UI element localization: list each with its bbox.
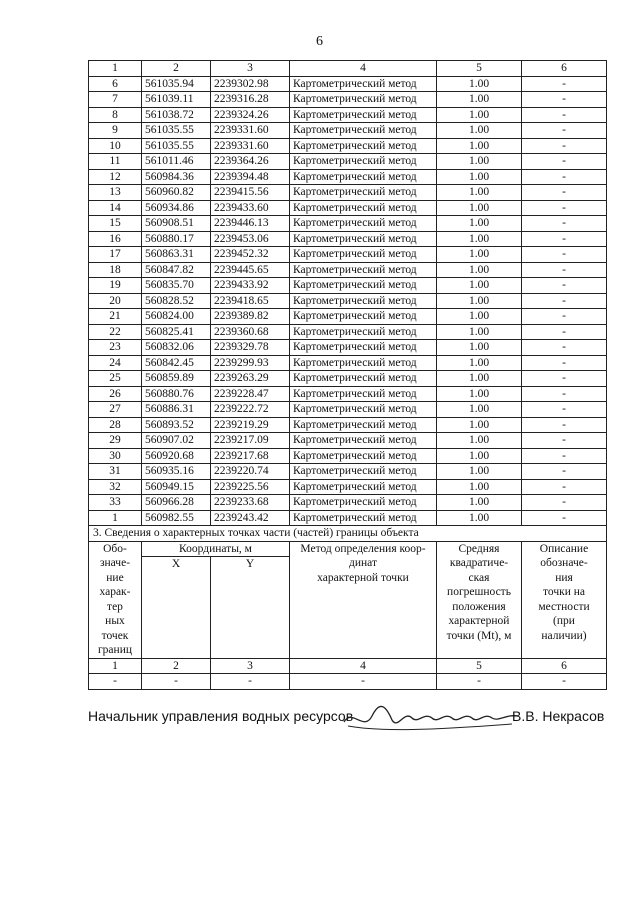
- table-row: [89, 262, 607, 278]
- header-x: X: [142, 557, 211, 658]
- description-cell: -: [522, 479, 607, 495]
- method-cell: Картометрический метод: [290, 138, 437, 154]
- point-number: 1: [89, 510, 142, 526]
- description-cell: -: [522, 231, 607, 247]
- table-row: [89, 495, 607, 511]
- description-cell: -: [522, 185, 607, 201]
- description-cell: -: [522, 417, 607, 433]
- coord-x: 560982.55: [142, 510, 211, 526]
- accuracy-cell: 1.00: [437, 340, 522, 356]
- header-method: Метод определения коор- динат характерной точки: [290, 541, 437, 658]
- signatory-name: В.В. Некрасов: [512, 708, 605, 724]
- method-cell: Картометрический метод: [290, 495, 437, 511]
- table-row: [89, 216, 607, 232]
- table-row: [89, 154, 607, 170]
- table-row: [89, 123, 607, 139]
- coord-y: 2239225.56: [211, 479, 290, 495]
- method-cell: Картометрический метод: [290, 386, 437, 402]
- method-cell: Картометрический метод: [290, 185, 437, 201]
- description-cell: -: [522, 448, 607, 464]
- method-cell: Картометрический метод: [290, 293, 437, 309]
- coord-x: 561035.55: [142, 138, 211, 154]
- coord-y: 2239219.29: [211, 417, 290, 433]
- accuracy-cell: 1.00: [437, 464, 522, 480]
- table-row: [89, 386, 607, 402]
- accuracy-cell: 1.00: [437, 479, 522, 495]
- description-cell: -: [522, 386, 607, 402]
- section3-empty-cell: -: [142, 674, 211, 690]
- method-cell: Картометрический метод: [290, 216, 437, 232]
- point-number: 24: [89, 355, 142, 371]
- method-cell: Картометрический метод: [290, 340, 437, 356]
- table-row: [89, 185, 607, 201]
- section3-colnum: 4: [290, 658, 437, 674]
- coord-y: 2239220.74: [211, 464, 290, 480]
- accuracy-cell: 1.00: [437, 371, 522, 387]
- description-cell: -: [522, 371, 607, 387]
- method-cell: Картометрический метод: [290, 417, 437, 433]
- colnum-1: 1: [89, 61, 142, 77]
- coord-y: 2239452.32: [211, 247, 290, 263]
- coord-x: 560880.17: [142, 231, 211, 247]
- accuracy-cell: 1.00: [437, 76, 522, 92]
- coord-y: 2239302.98: [211, 76, 290, 92]
- section3-number-row: [89, 658, 607, 674]
- coord-x: 560920.68: [142, 448, 211, 464]
- method-cell: Картометрический метод: [290, 169, 437, 185]
- coord-x: 560824.00: [142, 309, 211, 325]
- coord-y: 2239299.93: [211, 355, 290, 371]
- method-cell: Картометрический метод: [290, 92, 437, 108]
- description-cell: -: [522, 107, 607, 123]
- section3-empty-cell: -: [290, 674, 437, 690]
- coord-y: 2239316.28: [211, 92, 290, 108]
- method-cell: Картометрический метод: [290, 123, 437, 139]
- method-cell: Картометрический метод: [290, 200, 437, 216]
- section3-colnum: 2: [142, 658, 211, 674]
- coord-x: 560960.82: [142, 185, 211, 201]
- accuracy-cell: 1.00: [437, 355, 522, 371]
- description-cell: -: [522, 262, 607, 278]
- header-coordinates: Координаты, м: [142, 541, 290, 557]
- section3-empty-cell: -: [437, 674, 522, 690]
- coord-y: 2239217.68: [211, 448, 290, 464]
- description-cell: -: [522, 402, 607, 418]
- coord-y: 2239233.68: [211, 495, 290, 511]
- table-row: [89, 510, 607, 526]
- point-number: 6: [89, 76, 142, 92]
- coord-x: 560966.28: [142, 495, 211, 511]
- coord-x: 561035.94: [142, 76, 211, 92]
- description-cell: -: [522, 247, 607, 263]
- method-cell: Картометрический метод: [290, 278, 437, 294]
- table-row: [89, 200, 607, 216]
- coord-x: 560859.89: [142, 371, 211, 387]
- section3-title-row: [89, 526, 607, 542]
- method-cell: Картометрический метод: [290, 76, 437, 92]
- section3-empty-cell: -: [522, 674, 607, 690]
- point-number: 22: [89, 324, 142, 340]
- colnum-3: 3: [211, 61, 290, 77]
- method-cell: Картометрический метод: [290, 448, 437, 464]
- method-cell: Картометрический метод: [290, 479, 437, 495]
- colnum-5: 5: [437, 61, 522, 77]
- method-cell: Картометрический метод: [290, 464, 437, 480]
- section3-empty-cell: -: [89, 674, 142, 690]
- description-cell: -: [522, 495, 607, 511]
- coord-x: 560835.70: [142, 278, 211, 294]
- description-cell: -: [522, 355, 607, 371]
- coord-x: 561038.72: [142, 107, 211, 123]
- method-cell: Картометрический метод: [290, 231, 437, 247]
- point-number: 9: [89, 123, 142, 139]
- coord-y: 2239228.47: [211, 386, 290, 402]
- accuracy-cell: 1.00: [437, 200, 522, 216]
- table-row: [89, 231, 607, 247]
- section3-colnum: 6: [522, 658, 607, 674]
- method-cell: Картометрический метод: [290, 324, 437, 340]
- coord-y: 2239394.48: [211, 169, 290, 185]
- table-row: [89, 138, 607, 154]
- accuracy-cell: 1.00: [437, 92, 522, 108]
- coord-y: 2239331.60: [211, 138, 290, 154]
- point-number: 19: [89, 278, 142, 294]
- method-cell: Картометрический метод: [290, 247, 437, 263]
- section3-header-row: [89, 541, 607, 557]
- point-number: 7: [89, 92, 142, 108]
- description-cell: -: [522, 200, 607, 216]
- description-cell: -: [522, 293, 607, 309]
- accuracy-cell: 1.00: [437, 154, 522, 170]
- accuracy-cell: 1.00: [437, 309, 522, 325]
- coord-y: 2239389.82: [211, 309, 290, 325]
- description-cell: -: [522, 76, 607, 92]
- coord-y: 2239360.68: [211, 324, 290, 340]
- point-number: 18: [89, 262, 142, 278]
- point-number: 10: [89, 138, 142, 154]
- point-number: 29: [89, 433, 142, 449]
- section3-colnum: 5: [437, 658, 522, 674]
- header-description: Описание обозначе- ния точки на местности (при наличии): [522, 541, 607, 658]
- table-row: [89, 402, 607, 418]
- method-cell: Картометрический метод: [290, 355, 437, 371]
- coord-x: 560984.36: [142, 169, 211, 185]
- accuracy-cell: 1.00: [437, 386, 522, 402]
- point-number: 21: [89, 309, 142, 325]
- coord-x: 560934.86: [142, 200, 211, 216]
- method-cell: Картометрический метод: [290, 371, 437, 387]
- description-cell: -: [522, 340, 607, 356]
- table-row: [89, 76, 607, 92]
- table-row: [89, 417, 607, 433]
- coord-x: 560828.52: [142, 293, 211, 309]
- accuracy-cell: 1.00: [437, 278, 522, 294]
- coord-y: 2239446.13: [211, 216, 290, 232]
- coord-y: 2239263.29: [211, 371, 290, 387]
- accuracy-cell: 1.00: [437, 510, 522, 526]
- point-number: 23: [89, 340, 142, 356]
- point-number: 26: [89, 386, 142, 402]
- coord-x: 560907.02: [142, 433, 211, 449]
- coord-x: 560842.45: [142, 355, 211, 371]
- coord-y: 2239453.06: [211, 231, 290, 247]
- description-cell: -: [522, 169, 607, 185]
- accuracy-cell: 1.00: [437, 433, 522, 449]
- accuracy-cell: 1.00: [437, 402, 522, 418]
- description-cell: -: [522, 433, 607, 449]
- accuracy-cell: 1.00: [437, 417, 522, 433]
- accuracy-cell: 1.00: [437, 123, 522, 139]
- point-number: 8: [89, 107, 142, 123]
- coord-x: 560847.82: [142, 262, 211, 278]
- table-row: [89, 479, 607, 495]
- description-cell: -: [522, 92, 607, 108]
- method-cell: Картометрический метод: [290, 433, 437, 449]
- coord-y: 2239329.78: [211, 340, 290, 356]
- coord-y: 2239415.56: [211, 185, 290, 201]
- coord-x: 560893.52: [142, 417, 211, 433]
- method-cell: Картометрический метод: [290, 309, 437, 325]
- point-number: 13: [89, 185, 142, 201]
- description-cell: -: [522, 510, 607, 526]
- point-number: 28: [89, 417, 142, 433]
- description-cell: -: [522, 123, 607, 139]
- coord-y: 2239364.26: [211, 154, 290, 170]
- coordinates-table: [88, 60, 607, 690]
- section3-title: 3. Сведения о характерных точках части (частей) границы объекта: [89, 526, 607, 542]
- accuracy-cell: 1.00: [437, 448, 522, 464]
- accuracy-cell: 1.00: [437, 185, 522, 201]
- accuracy-cell: 1.00: [437, 293, 522, 309]
- table-row: [89, 169, 607, 185]
- coord-y: 2239243.42: [211, 510, 290, 526]
- point-number: 33: [89, 495, 142, 511]
- table-row: [89, 464, 607, 480]
- method-cell: Картометрический метод: [290, 262, 437, 278]
- method-cell: Картометрический метод: [290, 402, 437, 418]
- accuracy-cell: 1.00: [437, 262, 522, 278]
- point-number: 30: [89, 448, 142, 464]
- header-y: Y: [211, 557, 290, 658]
- accuracy-cell: 1.00: [437, 138, 522, 154]
- table-row: [89, 324, 607, 340]
- table-row: [89, 340, 607, 356]
- coord-y: 2239217.09: [211, 433, 290, 449]
- colnum-2: 2: [142, 61, 211, 77]
- coord-x: 560825.41: [142, 324, 211, 340]
- accuracy-cell: 1.00: [437, 324, 522, 340]
- coord-x: 560949.15: [142, 479, 211, 495]
- coord-x: 560935.16: [142, 464, 211, 480]
- header-accuracy: Средняя квадратиче- ская погрешность положения характерной точки (Mt), м: [437, 541, 522, 658]
- section3-colnum: 3: [211, 658, 290, 674]
- section3-empty-row: [89, 674, 607, 690]
- table-row: [89, 309, 607, 325]
- column-number-row: [89, 61, 607, 77]
- description-cell: -: [522, 154, 607, 170]
- description-cell: -: [522, 309, 607, 325]
- table-row: [89, 433, 607, 449]
- section3-colnum: 1: [89, 658, 142, 674]
- table-row: [89, 448, 607, 464]
- coord-x: 560880.76: [142, 386, 211, 402]
- page-number: 6: [316, 34, 323, 49]
- coord-y: 2239433.60: [211, 200, 290, 216]
- coord-x: 561035.55: [142, 123, 211, 139]
- description-cell: -: [522, 324, 607, 340]
- description-cell: -: [522, 138, 607, 154]
- description-cell: -: [522, 216, 607, 232]
- accuracy-cell: 1.00: [437, 247, 522, 263]
- table-row: [89, 371, 607, 387]
- point-number: 16: [89, 231, 142, 247]
- accuracy-cell: 1.00: [437, 107, 522, 123]
- colnum-6: 6: [522, 61, 607, 77]
- point-number: 25: [89, 371, 142, 387]
- section3-empty-cell: -: [211, 674, 290, 690]
- description-cell: -: [522, 278, 607, 294]
- point-number: 31: [89, 464, 142, 480]
- table-row: [89, 247, 607, 263]
- point-number: 32: [89, 479, 142, 495]
- point-number: 15: [89, 216, 142, 232]
- description-cell: -: [522, 464, 607, 480]
- accuracy-cell: 1.00: [437, 169, 522, 185]
- coord-x: 561039.11: [142, 92, 211, 108]
- point-number: 12: [89, 169, 142, 185]
- header-designation: Обо- значе- ние харак- тер ных точек границ: [89, 541, 142, 658]
- method-cell: Картометрический метод: [290, 154, 437, 170]
- coord-x: 560832.06: [142, 340, 211, 356]
- point-number: 11: [89, 154, 142, 170]
- coord-x: 560863.31: [142, 247, 211, 263]
- coord-y: 2239324.26: [211, 107, 290, 123]
- table-row: [89, 355, 607, 371]
- method-cell: Картометрический метод: [290, 107, 437, 123]
- coord-y: 2239433.92: [211, 278, 290, 294]
- point-number: 17: [89, 247, 142, 263]
- method-cell: Картометрический метод: [290, 510, 437, 526]
- coord-y: 2239331.60: [211, 123, 290, 139]
- point-number: 27: [89, 402, 142, 418]
- coord-y: 2239445.65: [211, 262, 290, 278]
- point-number: 20: [89, 293, 142, 309]
- table-row: [89, 92, 607, 108]
- accuracy-cell: 1.00: [437, 231, 522, 247]
- table-row: [89, 293, 607, 309]
- signatory-position: Начальник управления водных ресурсов: [88, 708, 354, 724]
- table-row: [89, 278, 607, 294]
- table-row: [89, 107, 607, 123]
- coord-x: 561011.46: [142, 154, 211, 170]
- handwritten-signature: [342, 702, 522, 736]
- coord-x: 560908.51: [142, 216, 211, 232]
- colnum-4: 4: [290, 61, 437, 77]
- coord-y: 2239222.72: [211, 402, 290, 418]
- point-number: 14: [89, 200, 142, 216]
- accuracy-cell: 1.00: [437, 495, 522, 511]
- coord-x: 560886.31: [142, 402, 211, 418]
- coord-y: 2239418.65: [211, 293, 290, 309]
- accuracy-cell: 1.00: [437, 216, 522, 232]
